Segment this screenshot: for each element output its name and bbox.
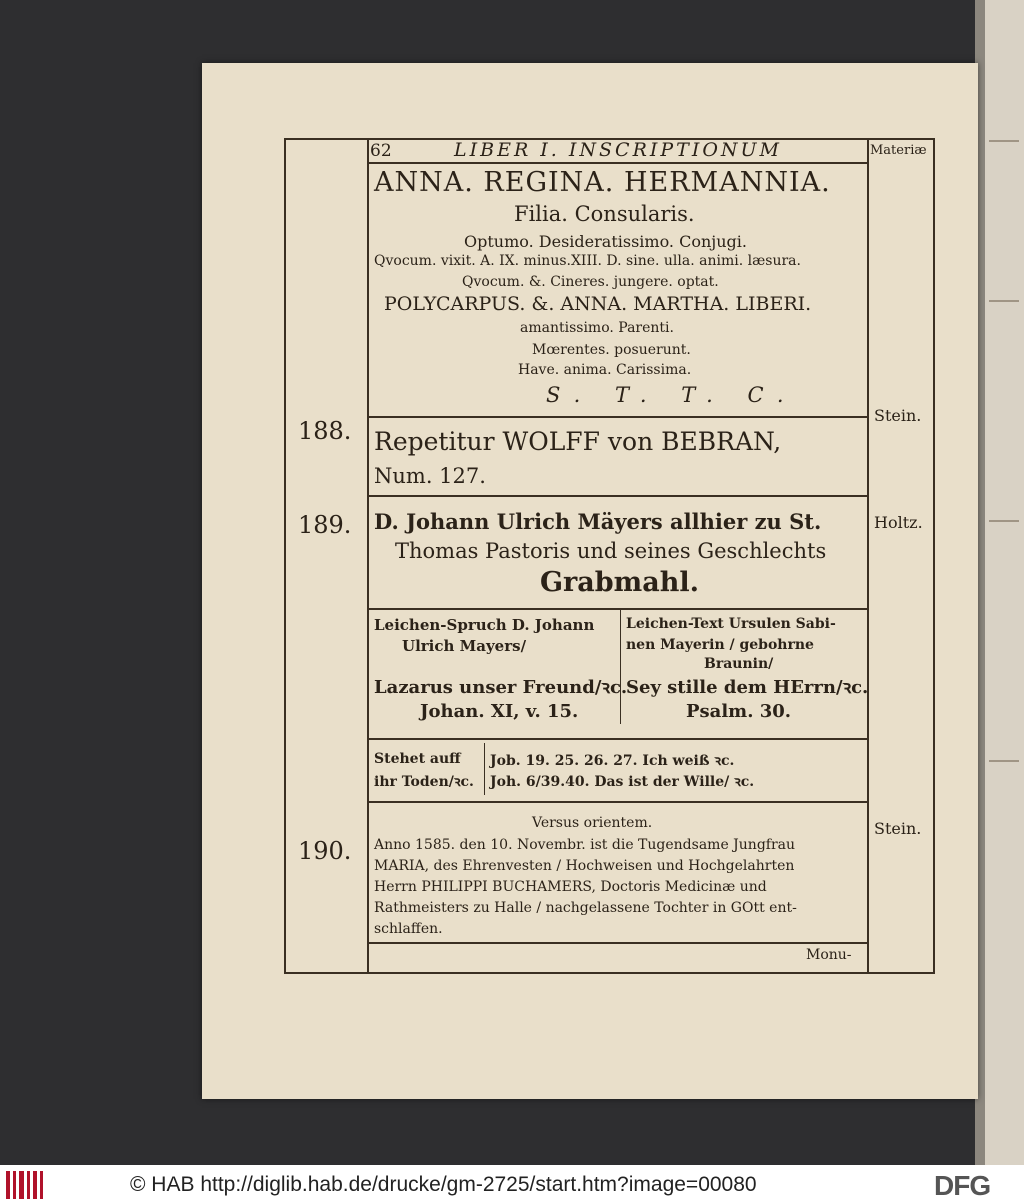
entry-heading: Versus orientem. xyxy=(532,815,653,831)
outer-right-rule xyxy=(933,138,935,974)
right-column-text: Sey stille dem HErrn/ꝛc. xyxy=(626,677,869,698)
entry-text: MARIA, des Ehrenvesten / Hochweisen und Hochgelahrten xyxy=(374,858,795,874)
entry-title: D. Johann Ulrich Mäyers allhier zu St. xyxy=(374,509,822,534)
inscription-line: ANNA. REGINA. HERMANNIA. xyxy=(374,167,831,198)
entry-text: schlaffen. xyxy=(374,921,443,937)
running-title: LIBER I. INSCRIPTIONUM xyxy=(454,139,783,161)
catchword: Monu- xyxy=(806,947,852,963)
right-column-text: Psalm. 30. xyxy=(686,701,792,722)
dfg-logo: DFG xyxy=(934,1170,991,1201)
hab-logo-icon xyxy=(6,1171,46,1199)
separator-rule xyxy=(367,416,867,418)
copyright-link[interactable]: © HAB http://diglib.hab.de/drucke/gm-2725/start.htm?image=00080 xyxy=(130,1173,757,1196)
inscription-line: amantissimo. Parenti. xyxy=(520,320,674,336)
page-number: 62 xyxy=(370,141,392,161)
separator-rule xyxy=(367,942,867,944)
materiae-label: Materiæ xyxy=(870,143,927,158)
inscription-line: Have. anima. Carissima. xyxy=(518,362,692,378)
inscription-line: S. T. T. C. xyxy=(546,383,798,407)
entry-title: Thomas Pastoris und seines Geschlechts xyxy=(395,539,827,563)
inscription-line: Optumo. Desideratissimo. Conjugi. xyxy=(464,232,747,251)
column-divider xyxy=(620,610,621,724)
inner-left-rule xyxy=(367,138,369,974)
material-label: Stein. xyxy=(874,819,922,838)
header-rule xyxy=(367,162,867,164)
right-column-text: Leichen-Text Ursulen Sabi- xyxy=(626,616,836,632)
material-label: Stein. xyxy=(874,406,922,425)
book-page xyxy=(202,63,978,1099)
separator-rule xyxy=(367,495,867,497)
column-divider xyxy=(484,743,485,795)
separator-rule xyxy=(367,608,867,610)
bottom-rule xyxy=(284,972,935,974)
inscription-line: POLYCARPUS. &. ANNA. MARTHA. LIBERI. xyxy=(384,293,812,315)
inscription-line: Mœrentes. posuerunt. xyxy=(532,342,691,358)
left-column-text: Leichen-Spruch D. Johann xyxy=(374,616,595,634)
entry-text: Herrn PHILIPPI BUCHAMERS, Doctoris Medicinæ und xyxy=(374,879,767,895)
outer-left-rule xyxy=(284,138,286,974)
entry-number: 189. xyxy=(298,511,352,539)
adjacent-page-edge xyxy=(975,0,1024,1165)
bottom-left-text: Stehet auff xyxy=(374,751,461,767)
bottom-left-text: ihr Toden/ꝛc. xyxy=(374,774,474,790)
entry-text: Anno 1585. den 10. Novembr. ist die Tugendsame Jungfrau xyxy=(374,837,796,853)
right-column-text: nen Mayerin / gebohrne xyxy=(626,637,814,653)
entry-text: Num. 127. xyxy=(374,464,486,488)
entry-title: Grabmahl. xyxy=(540,567,700,598)
entry-number: 190. xyxy=(298,837,352,865)
entry-number: 188. xyxy=(298,417,352,445)
bottom-right-text: Joh. 6/39.40. Das ist der Wille/ ꝛc. xyxy=(490,774,755,790)
separator-rule xyxy=(367,738,867,740)
entry-text: Repetitur WOLFF von BEBRAN, xyxy=(374,427,782,456)
left-column-text: Johan. XI, v. 15. xyxy=(420,701,579,722)
left-column-text: Ulrich Mayers/ xyxy=(402,637,527,655)
separator-rule xyxy=(367,801,867,803)
right-column-text: Braunin/ xyxy=(704,656,774,672)
inscription-line: Qvocum. vixit. A. IX. minus.XIII. D. sine. ulla. animi. læsura. xyxy=(374,253,801,269)
left-column-text: Lazarus unser Freund/ꝛc. xyxy=(374,677,628,698)
inscription-line: Filia. Consularis. xyxy=(514,202,695,226)
inner-right-rule xyxy=(867,138,869,974)
inscription-line: Qvocum. &. Cineres. jungere. optat. xyxy=(462,274,719,290)
bottom-right-text: Job. 19. 25. 26. 27. Ich weiß ꝛc. xyxy=(490,753,735,769)
entry-text: Rathmeisters zu Halle / nachgelassene Tochter in GOtt ent- xyxy=(374,900,797,916)
material-label: Holtz. xyxy=(874,513,923,532)
footer-bar xyxy=(0,1165,1024,1204)
